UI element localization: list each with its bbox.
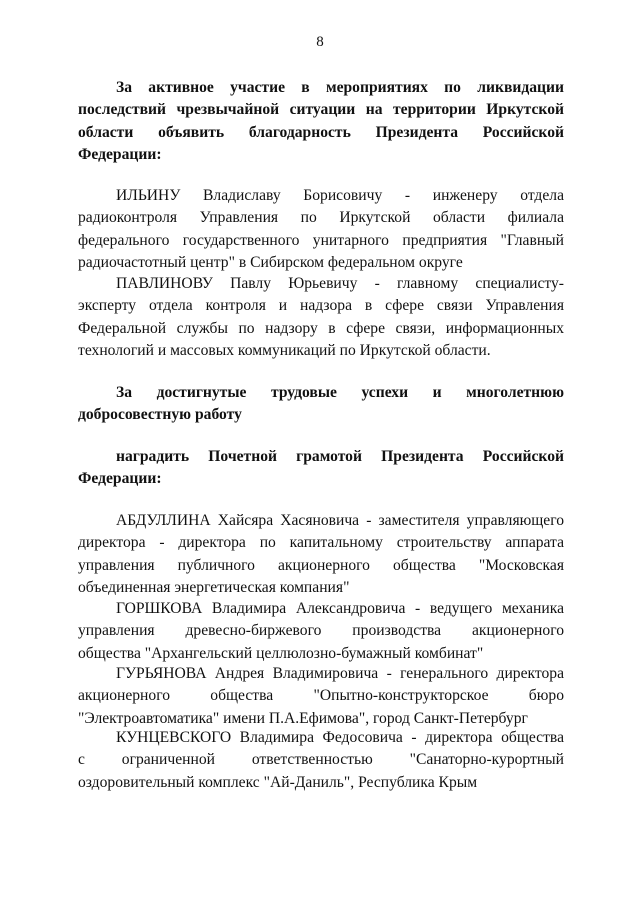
person-kuntsevsky-line: с ограниченной ответственностью "Санаторно-курортный	[78, 751, 564, 769]
person-ilyin-line: федерального государственного унитарного предприятия "Главный	[78, 231, 564, 249]
person-abdullin-line: АБДУЛЛИНА Хайсяра Хасяновича - заместителя управляющего	[116, 512, 564, 529]
person-abdullin-line: директора - директора по капитальному строительству аппарата	[78, 534, 564, 552]
heading-achievements	[78, 382, 564, 427]
person-abdullin	[78, 510, 564, 599]
person-pavlinov-line: ПАВЛИНОВУ Павлу Юрьевичу - главному специалисту-	[116, 275, 564, 292]
person-gorshkov-line: общества "Архангельский целлюлозно-бумажный комбинат"	[78, 644, 484, 662]
heading-gratitude-line: Федерации:	[78, 145, 162, 163]
person-guryanov-line: ГУРЬЯНОВА Андрея Владимировича - генерального директора	[116, 665, 564, 682]
person-ilyin-line: ИЛЬИНУ Владиславу Борисовичу - инженеру отдела	[116, 187, 564, 204]
person-pavlinov-line: Федеральной службы по надзору в сфере связи, информационных	[78, 319, 564, 337]
heading-gratitude-line: За активное участие в мероприятиях по ликвидации	[116, 79, 564, 96]
heading-gratitude-line: области объявить благодарность Президента Российской	[78, 123, 564, 141]
person-guryanov-line: акционерного общества "Опытно-конструкторское бюро	[78, 687, 564, 705]
person-ilyin-line: радиочастотный центр" в Сибирском федеральном округе	[78, 253, 463, 271]
person-pavlinov-line: эксперту отдела контроля и надзора в сфере связи Управления	[78, 297, 564, 315]
heading-gratitude	[78, 77, 564, 166]
heading-achievements-line: За достигнутые трудовые успехи и многолетнюю	[116, 384, 564, 401]
page-number: 8	[316, 34, 324, 50]
heading-achievements-line: добросовестную работу	[78, 406, 242, 424]
person-gorshkov-line: управления древесно-биржевого производства акционерного	[78, 622, 564, 640]
heading-award	[78, 446, 564, 491]
person-pavlinov-line: технологий и массовых коммуникаций по Иркутской области.	[78, 341, 491, 359]
heading-gratitude-line: последствий чрезвычайной ситуации на территории Иркутской	[78, 101, 564, 119]
person-gorshkov	[78, 598, 564, 665]
person-pavlinov	[78, 273, 564, 362]
person-abdullin-line: управления публичного акционерного общества "Московская	[78, 556, 564, 574]
person-ilyin	[78, 185, 564, 274]
person-gorshkov-line: ГОРШКОВА Владимира Александровича - ведущего механика	[116, 600, 564, 617]
person-guryanov-line: "Электроавтоматика" имени П.А.Ефимова", город Санкт-Петербург	[78, 709, 528, 727]
heading-award-line: наградить Почетной грамотой Президента Российской	[116, 448, 564, 465]
person-abdullin-line: объединенная энергетическая компания"	[78, 578, 350, 596]
person-kuntsevsky	[78, 727, 564, 794]
person-guryanov	[78, 663, 564, 730]
person-kuntsevsky-line: оздоровительный комплекс "Ай-Даниль", Республика Крым	[78, 773, 478, 791]
person-ilyin-line: радиоконтроля Управления по Иркутской области филиала	[78, 209, 564, 227]
person-kuntsevsky-line: КУНЦЕВСКОГО Владимира Федосовича - директора общества	[116, 729, 564, 746]
heading-award-line: Федерации:	[78, 470, 162, 488]
